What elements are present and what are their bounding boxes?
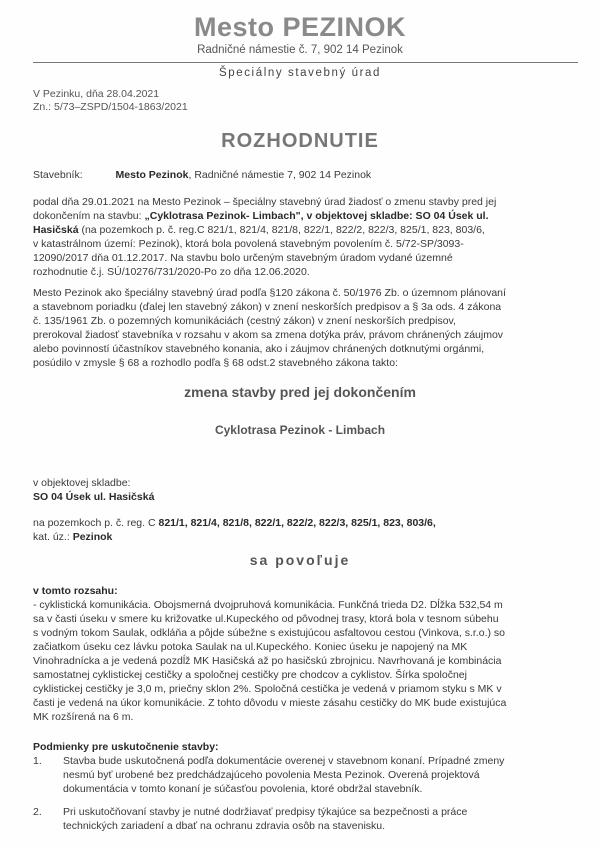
condition-line: Pri uskutočňovaní stavby je nutné dodržiavať predpisy týkajúce sa bezpečnosti a práce bbox=[63, 806, 468, 818]
scope-line: samostatnej cyklistickej cestičky a spoločnej cestičky pre chodcov a cyklistov. Šírka spoločnej bbox=[33, 669, 467, 681]
object-name: SO 04 Úsek ul. Hasičská bbox=[33, 491, 155, 503]
object-label: v objektovej skladbe: bbox=[33, 477, 131, 489]
cadastre-line: kat. úz.: Pezinok bbox=[33, 531, 113, 543]
authority-paragraph bbox=[33, 286, 506, 370]
builder-line bbox=[33, 168, 371, 182]
city-title: Mesto PEZINOK bbox=[193, 12, 407, 42]
builder-name: Mesto Pezinok bbox=[115, 169, 189, 181]
intro-line: 12090/2017 dňa 01.12.2017. Na stavbu bolo určeným stavebným úradom vydané územné bbox=[33, 252, 453, 264]
authority-line: posúdilo v zmysle § 68 a rozhodlo podľa § 68 odst.2 stavebného zákona takto: bbox=[33, 357, 398, 369]
parcels-line: na pozemkoch p. č. reg. C 821/1, 821/4, 821/8, 822/1, 822/2, 822/3, 825/1, 823, 803/6, bbox=[33, 517, 436, 529]
decision-title: zmena stavby pred jej dokončením bbox=[184, 384, 416, 400]
condition-line: dokumentácia v tomto konaní je súčasťou povolenia, ktoré obdržal stavebník. bbox=[63, 783, 423, 795]
intro-line: dokončením na stavbu: „Cyklotrasa Pezinok- Limbach", v objektovej skladbe: SO 04 Úsek ul. bbox=[33, 210, 489, 222]
condition-line: Stavba bude uskutočnená podľa dokumentácie overenej v stavebnom konaní. Prípadné zmeny bbox=[63, 755, 505, 767]
document-heading: ROZHODNUTIE bbox=[221, 130, 379, 152]
builder-address: , Radničné námestie 7, 902 14 Pezinok bbox=[188, 169, 372, 181]
scope-line: MK rozšírená na 6 m. bbox=[33, 711, 134, 723]
reference-number: Zn.: 5/73–ZSPD/1504-1863/2021 bbox=[33, 101, 188, 113]
authority-line: prerokoval žiadosť stavebníka v rozsahu v akom sa zmena dotýka práv, právom chránených záujmov bbox=[33, 329, 504, 341]
condition-line: nesmú byť urobené bez predchádzajúceho povolenia Mesta Pezinok. Overená projektová bbox=[63, 769, 480, 781]
scope-line: - cyklistická komunikácia. Obojsmerná dvojpruhová komunikácia. Funkčná trieda D2. Dĺžka 532,54 m bbox=[33, 599, 503, 611]
intro-line: rozhodnutie č.j. SÚ/10276/731/2020-Po zo dňa 12.06.2020. bbox=[33, 266, 310, 278]
scope-line: cyklistickej cestičky je 3,0 m, priečny sklon 2%. Spoločná cestička je vedená v priamom styku s MK v bbox=[33, 683, 502, 695]
scope-line: Vinohradnícka a je vedená pozdĺž MK Hasičská až po hasičskú zbrojnicu. Navrhovaná je kombinácia bbox=[33, 655, 502, 667]
project-name: „Cyklotrasa Pezinok- Limbach", v objektovej skladbe: SO 04 Úsek ul. bbox=[144, 210, 489, 222]
condition-line: technických zariadení a dbať na ochranu zdravia osôb na stavenisku. bbox=[63, 820, 386, 832]
scope-line: sa v časti úseku v smere ku križovatke ul.Kupeckého od pôvodnej trasy, ktorá bola v tesnom súbehu bbox=[33, 613, 499, 625]
authority-line: alebo povinností účastníkov stavebného konania, ako i záujmov chránených dotknutými orgánmi, bbox=[33, 343, 485, 355]
scope-line: časti je vedená na úkor komunikácie. Z tohto dôvodu v mieste zásahu cestičky do MK bude existujúca bbox=[33, 697, 507, 709]
place-date: V Pezinku, dňa 28.04.2021 bbox=[33, 88, 160, 100]
city-address: Radničné námestie č. 7, 902 14 Pezinok bbox=[197, 44, 403, 56]
conditions-label: Podmienky pre uskutočnenie stavby: bbox=[33, 741, 219, 753]
scope-line: začiatkom úseku cez lávku potoka Saulak na ul.Kupeckého. Koniec úseku je napojený na MK bbox=[33, 641, 468, 653]
intro-line: podal dňa 29.01.2021 na Mesto Pezinok – špeciálny stavebný úrad žiadosť o zmenu stavby pred jej bbox=[33, 196, 497, 208]
office-name: Špeciálny stavebný úrad bbox=[218, 67, 382, 79]
scope-paragraph bbox=[33, 598, 506, 724]
scope-line: s vodným tokom Saulak, odkláňa a pôjde súbežne s existujúcou asfaltovou cestou (Vinkova, s.r.o.) so bbox=[33, 627, 505, 639]
intro-paragraph bbox=[33, 195, 496, 279]
authority-line: č. 135/1961 Zb. o pozemných komunikáciách (cestný zákon) v znení neskorších predpisov, bbox=[33, 315, 456, 327]
decision-project: Cyklotrasa Pezinok - Limbach bbox=[214, 423, 386, 437]
permits-text: sa povoľuje bbox=[249, 552, 351, 568]
intro-line: v katastrálnom území: Pezinok), ktorá bola povolená stavebným povolením č. 5/72-SP/3093- bbox=[33, 238, 464, 250]
scope-label: v tomto rozsahu: bbox=[33, 585, 118, 597]
header-divider bbox=[33, 62, 578, 63]
authority-line: a stavebnom poriadku (ďalej len stavebný zákon) v znení neskorších predpisov a § 3a ods. 4 zákona bbox=[33, 301, 502, 313]
condition-number: 1. bbox=[33, 755, 42, 767]
intro-line: Hasičská (na pozemkoch p. č. reg.C 821/1, 821/4, 821/8, 822/1, 822/2, 822/3, 825/1, 823, 803/6, bbox=[33, 224, 485, 236]
condition-number: 2. bbox=[33, 806, 42, 818]
builder-label: Stavebník: bbox=[33, 169, 83, 181]
authority-line: Mesto Pezinok ako špeciálny stavebný úrad podľa §120 zákona č. 50/1976 Zb. o územnom plánovaní bbox=[33, 287, 506, 299]
